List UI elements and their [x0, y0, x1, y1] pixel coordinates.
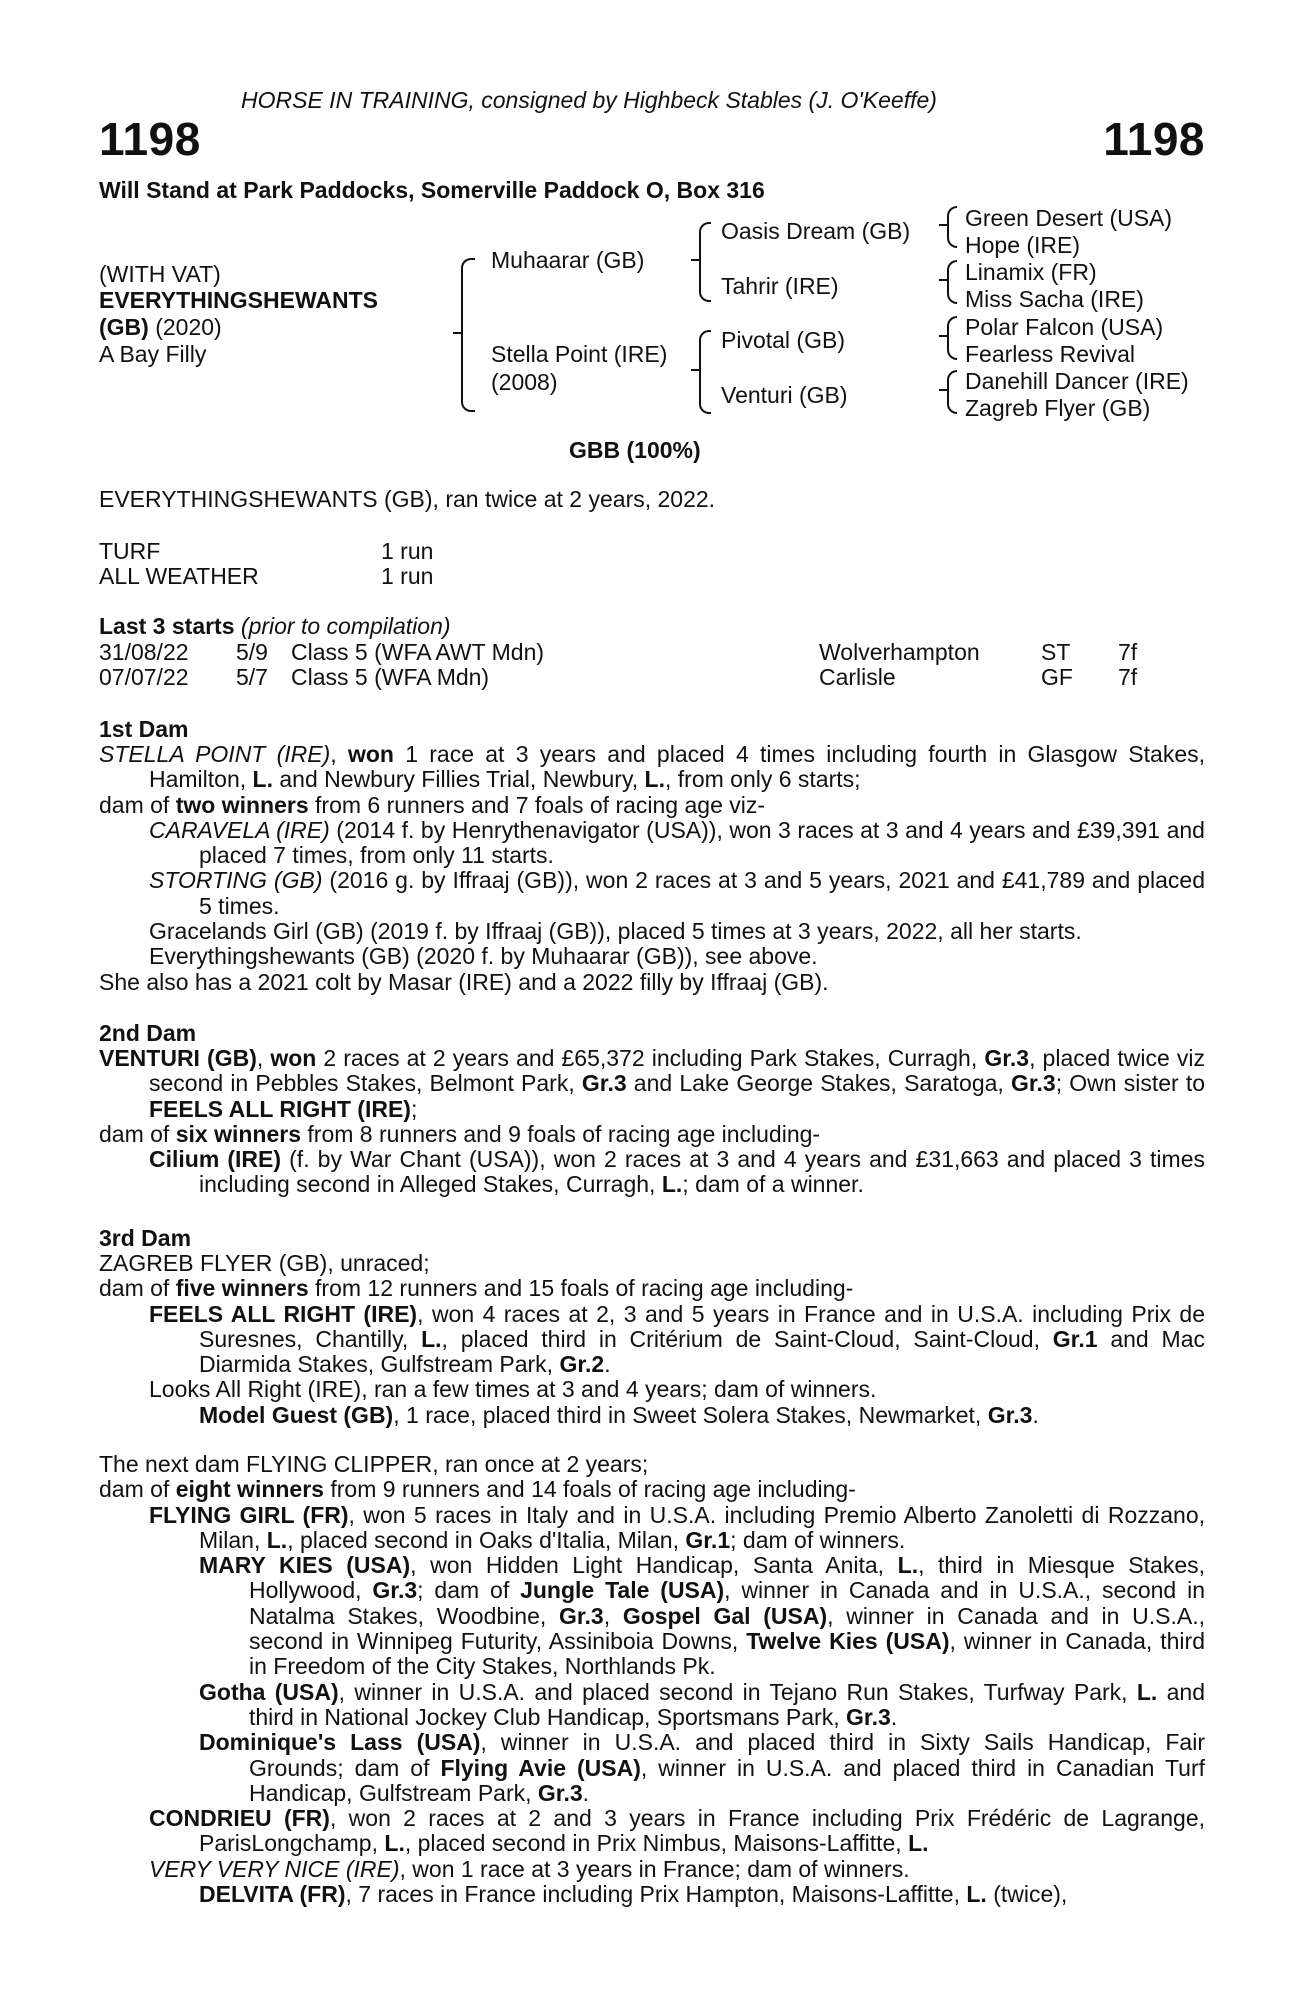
pedigree-sdd: Miss Sacha (IRE): [965, 286, 1144, 312]
start-race: Class 5 (WFA AWT Mdn): [291, 639, 545, 665]
produce-note: She also has a 2021 colt by Masar (IRE) and a 2022 filly by Iffraaj (GB).: [99, 968, 829, 995]
pedigree-brace-sd-tip: [939, 279, 947, 281]
pedigree-brace-sd: [947, 260, 957, 304]
produce-entry: MARY KIES (USA), won Hidden Light Handicap, Santa Anita, L., third in Miesque Stakes, Hollywood, Gr.3; dam of Jungle Tale (USA), winner in Canada and in U.S.A., second in Natalma Stakes, Woodbine, Gr.3, Gospel Gal (USA), winner in Canada and in U.S.A., second in Winnipeg Futurity, Assiniboia Downs, Twelve Kies (USA), winner in Canada, third in Freedom of the City Stakes, Northlands Pk.: [199, 1552, 1206, 1680]
pedigree-brace-main: [461, 258, 475, 412]
start-date: 07/07/22: [99, 664, 189, 690]
produce-entry: Model Guest (GB), 1 race, placed third in Sweet Solera Stakes, Newmarket, Gr.3.: [199, 1401, 1039, 1428]
produce-entry: CARAVELA (IRE) (2014 f. by Henrythenavigator (USA)), won 3 races at 3 and 4 years and £39,391 and placed 7 times, from only 11 starts.: [149, 816, 1205, 869]
last-starts-title: Last 3 starts: [99, 613, 235, 639]
third-dam-record: ZAGREB FLYER (GB), unraced;: [99, 1250, 430, 1276]
pedigree-brace-ss-tip: [939, 224, 947, 226]
lot-number-left: 1198: [99, 113, 201, 165]
start-race: Class 5 (WFA Mdn): [291, 664, 490, 690]
pedigree-dam: Stella Point (IRE): [491, 341, 668, 367]
catalogue-page: [99, 0, 1205, 2000]
first-dam-heading: 1st Dam: [99, 716, 189, 742]
horse-description: A Bay Filly: [99, 341, 207, 367]
produce-entry: Looks All Right (IRE), ran a few times at 3 and 4 years; dam of winners.: [149, 1376, 877, 1403]
pedigree-brace-main-tip: [453, 332, 463, 334]
pedigree-ssd: Hope (IRE): [965, 232, 1081, 258]
produce-entry: DELVITA (FR), 7 races in France including Prix Hampton, Maisons-Laffitte, L. (twice),: [199, 1881, 1068, 1908]
next-dam-produce-summary: dam of eight winners from 9 runners and 14 foals of racing age including-: [99, 1476, 856, 1503]
pedigree-dam-dam: Venturi (GB): [721, 382, 848, 408]
start-course: Wolverhampton: [819, 639, 980, 665]
third-dam-heading: 3rd Dam: [99, 1225, 192, 1251]
produce-entry: Gotha (USA), winner in U.S.A. and placed second in Tejano Run Stakes, Turfway Park, L. and third in National Jockey Club Handicap, Sportsmans Park, Gr.3.: [199, 1678, 1205, 1730]
last-starts-note: (prior to compilation): [234, 613, 451, 639]
horse-name: EVERYTHINGSHEWANTS: [99, 287, 379, 313]
produce-entry: Gracelands Girl (GB) (2019 f. by Iffraaj (GB)), placed 5 times at 3 years, 2022, all her starts.: [149, 918, 1082, 945]
start-position: 5/9: [236, 639, 268, 665]
pedigree-sds: Linamix (FR): [965, 259, 1097, 285]
surface-runs: 1 run: [381, 538, 434, 564]
produce-entry: VERY VERY NICE (IRE), won 1 race at 3 years in France; dam of winners.: [149, 1855, 910, 1882]
pedigree-sire-dam: Tahrir (IRE): [721, 273, 839, 299]
pedigree-brace-sire-tip: [691, 259, 699, 261]
pedigree-dss: Polar Falcon (USA): [965, 314, 1164, 340]
start-position: 5/7: [236, 664, 268, 690]
produce-entry: FLYING GIRL (FR), won 5 races in Italy and in U.S.A. including Premio Alberto Zanoletti di Rozzano, Milan, L., placed second in Oaks d'Italia, Milan, Gr.1; dam of winners.: [149, 1501, 1205, 1553]
stand-location: Will Stand at Park Paddocks, Somerville Paddock O, Box 316: [99, 177, 765, 203]
produce-entry: CONDRIEU (FR), won 2 races at 2 and 3 years in France including Prix Frédéric de Lagrange, ParisLongchamp, L., placed second in Prix Nimbus, Maisons-Laffitte, L.: [149, 1805, 1205, 1857]
first-dam-section: [99, 716, 1205, 995]
start-date: 31/08/22: [99, 639, 189, 665]
third-dam-section: [99, 1225, 1205, 1428]
last-starts-heading: [99, 614, 451, 639]
pedigree-dds: Danehill Dancer (IRE): [965, 368, 1189, 394]
pedigree-brace-ds-tip: [939, 335, 947, 337]
pedigree-brace-sire: [699, 222, 711, 302]
surface-label: TURF: [99, 538, 161, 564]
pedigree-sire: Muhaarar (GB): [491, 247, 645, 273]
surface-label: ALL WEATHER: [99, 563, 259, 589]
second-dam-heading: 2nd Dam: [99, 1020, 197, 1046]
pedigree-brace-dam: [699, 330, 711, 414]
second-dam-record: VENTURI (GB), won 2 races at 2 years and £65,372 including Park Stakes, Curragh, Gr.3, placed twice viz second in Pebbles Stakes, Belmont Park, Gr.3 and Lake George Stakes, Saratoga, Gr.3; Own sister to FEELS ALL RIGHT (IRE);: [99, 1045, 1206, 1122]
next-dam-record: The next dam FLYING CLIPPER, ran once at 2 years;: [99, 1451, 649, 1477]
horse-year: (2020): [148, 314, 222, 340]
second-dam-produce-summary: dam of six winners from 8 runners and 9 foals of racing age including-: [99, 1120, 821, 1147]
surface-runs: 1 run: [381, 563, 434, 589]
first-dam-record: STELLA POINT (IRE), won 1 race at 3 years and placed 4 times including fourth in Glasgow Stakes, Hamilton, L. and Newbury Fillies Trial, Newbury, L., from only 6 starts;: [99, 741, 1205, 793]
start-going: ST: [1041, 639, 1071, 665]
lot-number-right: 1198: [1103, 113, 1205, 165]
first-dam-produce-summary: dam of two winners from 6 runners and 7 foals of racing age viz-: [99, 791, 766, 818]
pedigree-brace-ds: [947, 316, 957, 360]
horse-country: (GB): [99, 314, 149, 340]
start-going: GF: [1041, 664, 1073, 690]
consignor-line: HORSE IN TRAINING, consigned by Highbeck Stables (J. O'Keeffe): [241, 87, 937, 113]
pedigree-sss: Green Desert (USA): [965, 205, 1173, 231]
pedigree-dsd: Fearless Revival: [965, 341, 1135, 367]
horse-country-year: [99, 315, 222, 340]
pedigree-brace-dd: [947, 370, 957, 414]
produce-entry: Everythingshewants (GB) (2020 f. by Muhaarar (GB)), see above.: [149, 943, 818, 970]
vat-note: (WITH VAT): [99, 261, 221, 287]
pedigree-dam-year: (2008): [491, 369, 558, 395]
third-dam-produce-summary: dam of five winners from 12 runners and 15 foals of racing age including-: [99, 1275, 854, 1302]
produce-entry: Dominique's Lass (USA), winner in U.S.A. and placed third in Sixty Sails Handicap, Fair Grounds; dam of Flying Avie (USA), winner in U.S.A. and placed third in Canadian Turf Handicap, Gulfstream Park, Gr.3.: [199, 1729, 1206, 1806]
pedigree-brace-dd-tip: [939, 389, 947, 391]
produce-entry: Cilium (IRE) (f. by War Chant (USA)), won 2 races at 3 and 4 years and £31,663 and placed 3 times including second in Alleged Stakes, Curragh, L.; dam of a winner.: [149, 1146, 1205, 1198]
pedigree-sire-sire: Oasis Dream (GB): [721, 218, 911, 244]
start-distance: 7f: [1118, 664, 1138, 690]
produce-entry: FEELS ALL RIGHT (IRE), won 4 races at 2, 3 and 5 years in France and in U.S.A. including Prix de Suresnes, Chantilly, L., placed third in Critérium de Saint-Cloud, Saint-Cloud, Gr.1 and Mac Diarmida Stakes, Gulfstream Park, Gr.2.: [149, 1300, 1206, 1378]
start-course: Carlisle: [819, 664, 896, 690]
gbb-percentage: GBB (100%): [569, 437, 701, 463]
pedigree-brace-ss: [947, 206, 957, 248]
race-summary: EVERYTHINGSHEWANTS (GB), ran twice at 2 years, 2022.: [99, 486, 716, 512]
start-distance: 7f: [1118, 639, 1138, 665]
pedigree-ddd: Zagreb Flyer (GB): [965, 395, 1151, 421]
second-dam-section: [99, 1020, 1205, 1198]
pedigree-dam-sire: Pivotal (GB): [721, 327, 845, 353]
produce-entry: STORTING (GB) (2016 g. by Iffraaj (GB)), won 2 races at 3 and 5 years, 2021 and £41,789 and placed 5 times.: [149, 867, 1205, 919]
next-dam-section: [99, 1452, 1205, 1907]
pedigree-brace-dam-tip: [691, 369, 699, 371]
